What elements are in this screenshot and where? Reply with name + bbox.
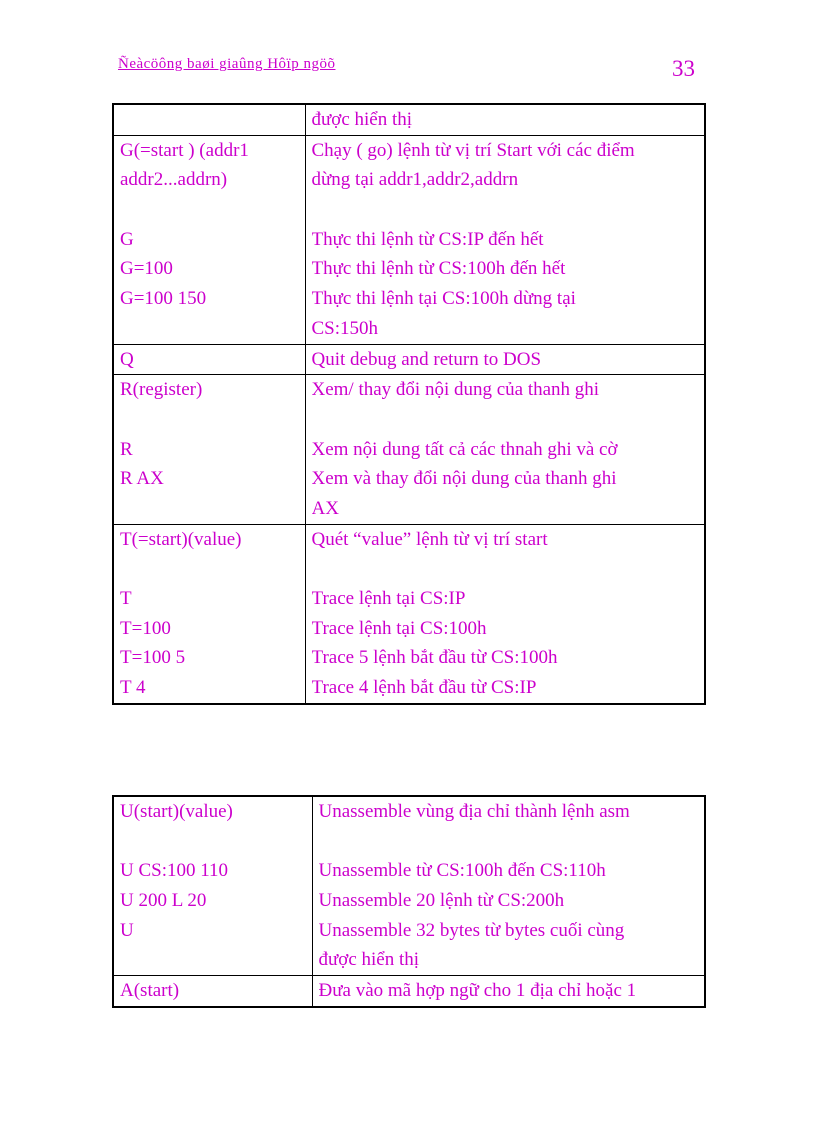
description-line: Trace lệnh tại CS:100h [311,617,487,639]
command-line [120,827,306,857]
description-line: Unassemble vùng địa chỉ thành lệnh asm [318,801,630,822]
description-cell [305,344,705,375]
description-line: Chạy ( go) lệnh từ vị trí Start với các điểm [311,139,635,161]
command-cell [113,135,305,344]
command-line: G [120,228,134,250]
command-line [120,945,306,975]
description-line: CS:150h [311,317,379,339]
description-line: Thực thi lệnh tại CS:100h dừng tại [311,288,576,310]
description-line [312,405,699,435]
description-line: AX [311,497,339,519]
command-line: R AX [120,468,164,490]
command-cell [113,104,305,135]
description-cell [312,796,705,976]
description-line [312,195,699,225]
command-line: U [120,919,134,941]
command-line: U(start)(value) [120,801,233,822]
command-line: R [120,438,133,460]
table-row [113,976,705,1007]
command-cell [113,976,312,1007]
command-line: T 4 [120,677,146,699]
command-cell [113,524,305,704]
description-line: Trace 5 lệnh bắt đầu từ CS:100h [311,647,558,669]
command-line [120,195,299,225]
description-cell [305,135,705,344]
command-line: R(register) [120,379,203,401]
command-line: T=100 [120,617,171,639]
command-cell [113,344,305,375]
running-header: Ñeàcöông baøi giaûng Hôïp ngöõ [118,56,336,72]
table-row [113,104,705,135]
description-line: dừng tại addr1,addr2,addrn [311,169,519,191]
description-line: Unassemble 20 lệnh từ CS:200h [318,890,565,912]
command-line: U CS:100 110 [120,860,229,882]
description-line [319,827,699,857]
command-line [120,105,299,135]
table-row [113,375,705,524]
table-body [113,104,705,704]
command-line: A(start) [120,980,180,1002]
description-cell [305,104,705,135]
description-line: Đưa vào mã hợp ngữ cho 1 địa chỉ hoặc 1 [318,980,637,1002]
command-line: T(=start)(value) [120,528,242,550]
command-line [120,494,299,524]
description-line: Xem/ thay đổi nội dung của thanh ghi [311,379,600,401]
table-row [113,796,705,976]
page-number: 33 [672,56,695,81]
command-line: G=100 150 [120,288,207,310]
description-line: Quét “value” lệnh từ vị trí start [311,528,548,550]
command-line: U 200 L 20 [120,890,207,912]
table-row [113,135,705,344]
description-line: được hiển thị [311,109,413,130]
table-row [113,344,705,375]
command-line [120,314,299,344]
command-line: G=100 [120,258,173,280]
description-line: Trace 4 lệnh bắt đầu từ CS:IP [311,677,537,699]
description-line: Quit debug and return to DOS [311,348,542,370]
description-line: Trace lệnh tại CS:IP [311,588,466,609]
table-body [113,796,705,1007]
description-cell [312,976,705,1007]
command-line: T [120,588,132,609]
description-line [312,554,699,584]
description-line: Unassemble từ CS:100h đến CS:110h [318,860,606,882]
description-line: Xem và thay đổi nội dung của thanh ghi [311,468,617,490]
description-line: được hiển thị [318,949,420,971]
description-line: Thực thi lệnh từ CS:IP đến hết [311,228,544,250]
command-line: G(=start ) (addr1 [120,139,249,161]
description-line: Xem nội dung tất cả các thnah ghi và cờ [311,438,618,460]
table-row [113,524,705,704]
command-cell [113,375,305,524]
command-line [120,405,299,435]
command-line: Q [120,348,134,370]
description-line: Unassemble 32 bytes từ bytes cuối cùng [318,919,625,941]
description-line: Thực thi lệnh từ CS:100h đến hết [311,258,566,280]
debug-commands-table-2 [112,795,706,1008]
debug-commands-table-1 [112,103,706,705]
command-line: T=100 5 [120,647,186,669]
command-cell [113,796,312,976]
description-cell [305,375,705,524]
command-line: addr2...addrn) [120,169,228,191]
command-line [120,554,299,584]
description-cell [305,524,705,704]
